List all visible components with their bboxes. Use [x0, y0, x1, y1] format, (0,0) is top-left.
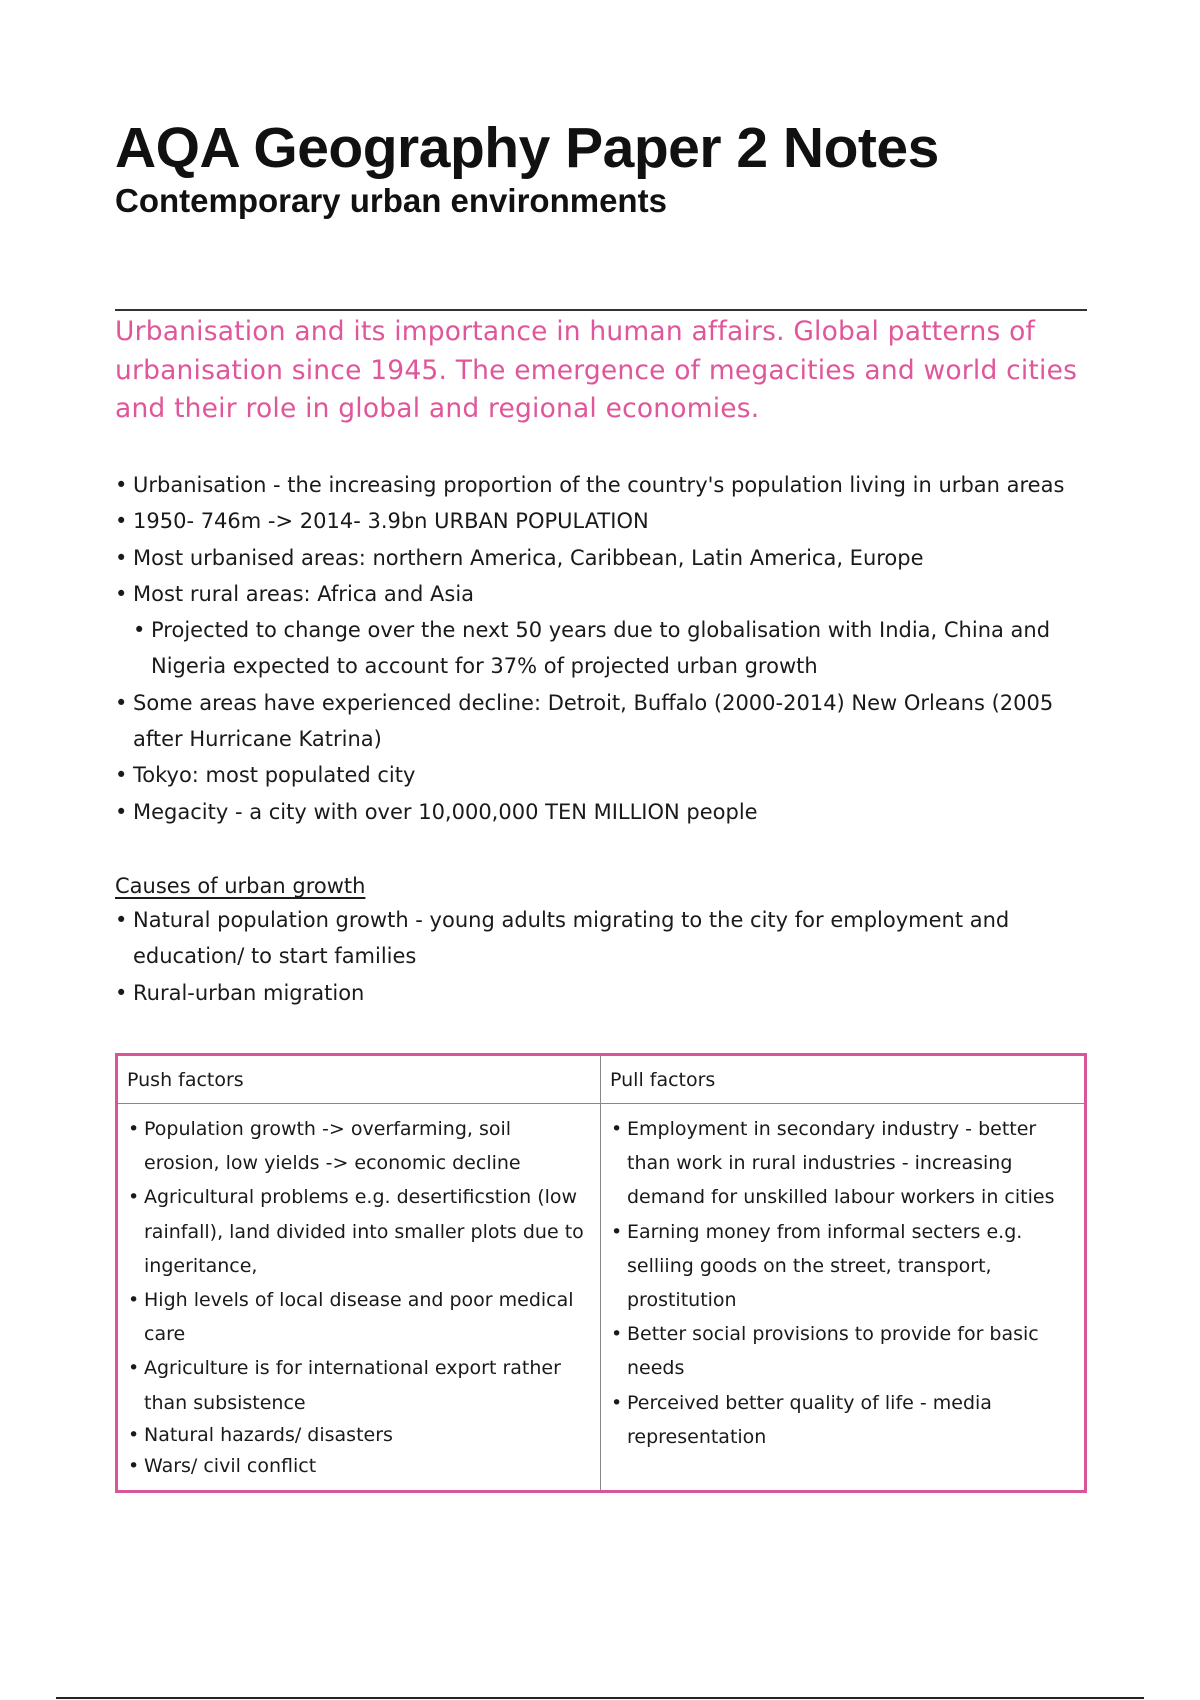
list-item: • Tokyo: most populated city — [115, 757, 1087, 793]
list-item: • 1950- 746m -> 2014- 3.9bn URBAN POPULATION — [115, 503, 1087, 539]
title-divider — [115, 309, 1087, 311]
page-subtitle: Contemporary urban environments — [115, 182, 667, 219]
list-item: • Urbanisation - the increasing proportion of the country's population living in urban areas — [115, 467, 1087, 503]
causes-bullets — [115, 902, 1087, 1011]
push-pull-table — [115, 1053, 1087, 1493]
list-item: • Natural population growth - young adults migrating to the city for employment and education/ to start families — [115, 902, 1087, 975]
pull-factor-item: • Better social provisions to provide for basic needs — [611, 1317, 1076, 1385]
list-item: • Rural-urban migration — [115, 975, 1087, 1011]
list-item: • Some areas have experienced decline: Detroit, Buffalo (2000-2014) New Orleans (2005 after Hurricane Katrina) — [115, 685, 1087, 758]
list-item: • Most urbanised areas: northern America, Caribbean, Latin America, Europe — [115, 540, 1087, 576]
urbanisation-bullets — [115, 467, 1087, 830]
pull-factors-cell — [601, 1104, 1084, 1490]
topic-intro: Urbanisation and its importance in human affairs. Global patterns of urbanisation since 1945. The emergence of megacities and world cities and their role in global and regional economies. — [115, 316, 1078, 424]
push-factors-header: Push factors — [118, 1056, 601, 1104]
push-factors-cell — [118, 1104, 601, 1490]
causes-heading: Causes of urban growth — [115, 874, 366, 898]
push-factor-item: • High levels of local disease and poor medical care — [128, 1283, 592, 1351]
list-sub-item: • Projected to change over the next 50 years due to globalisation with India, China and Nigeria expected to account for 37% of projected urban growth — [115, 612, 1087, 685]
list-item: • Most rural areas: Africa and Asia — [115, 576, 1087, 612]
notes-page — [115, 115, 1087, 1477]
push-factor-item: • Population growth -> overfarming, soil erosion, low yields -> economic decline — [128, 1112, 592, 1180]
push-factor-item: • Agriculture is for international export rather than subsistence — [128, 1351, 592, 1419]
pull-factor-item: • Earning money from informal secters e.g. selliing goods on the street, transport, prostitution — [611, 1215, 1076, 1318]
pull-factor-item: • Employment in secondary industry - better than work in rural industries - increasing demand for unskilled labour workers in cities — [611, 1112, 1076, 1215]
page-bottom-divider — [56, 1697, 1144, 1699]
list-item: • Megacity - a city with over 10,000,000 TEN MILLION people — [115, 794, 1087, 830]
page-title: AQA Geography Paper 2 Notes — [115, 116, 939, 180]
push-factor-item: • Natural hazards/ disasters — [128, 1420, 592, 1451]
pull-factor-item: • Perceived better quality of life - media representation — [611, 1386, 1076, 1454]
push-factor-item: • Wars/ civil conflict — [128, 1451, 592, 1482]
pull-factors-header: Pull factors — [601, 1056, 1084, 1104]
push-factor-item: • Agricultural problems e.g. desertificstion (low rainfall), land divided into smaller plots due to ingeritance, — [128, 1180, 592, 1283]
